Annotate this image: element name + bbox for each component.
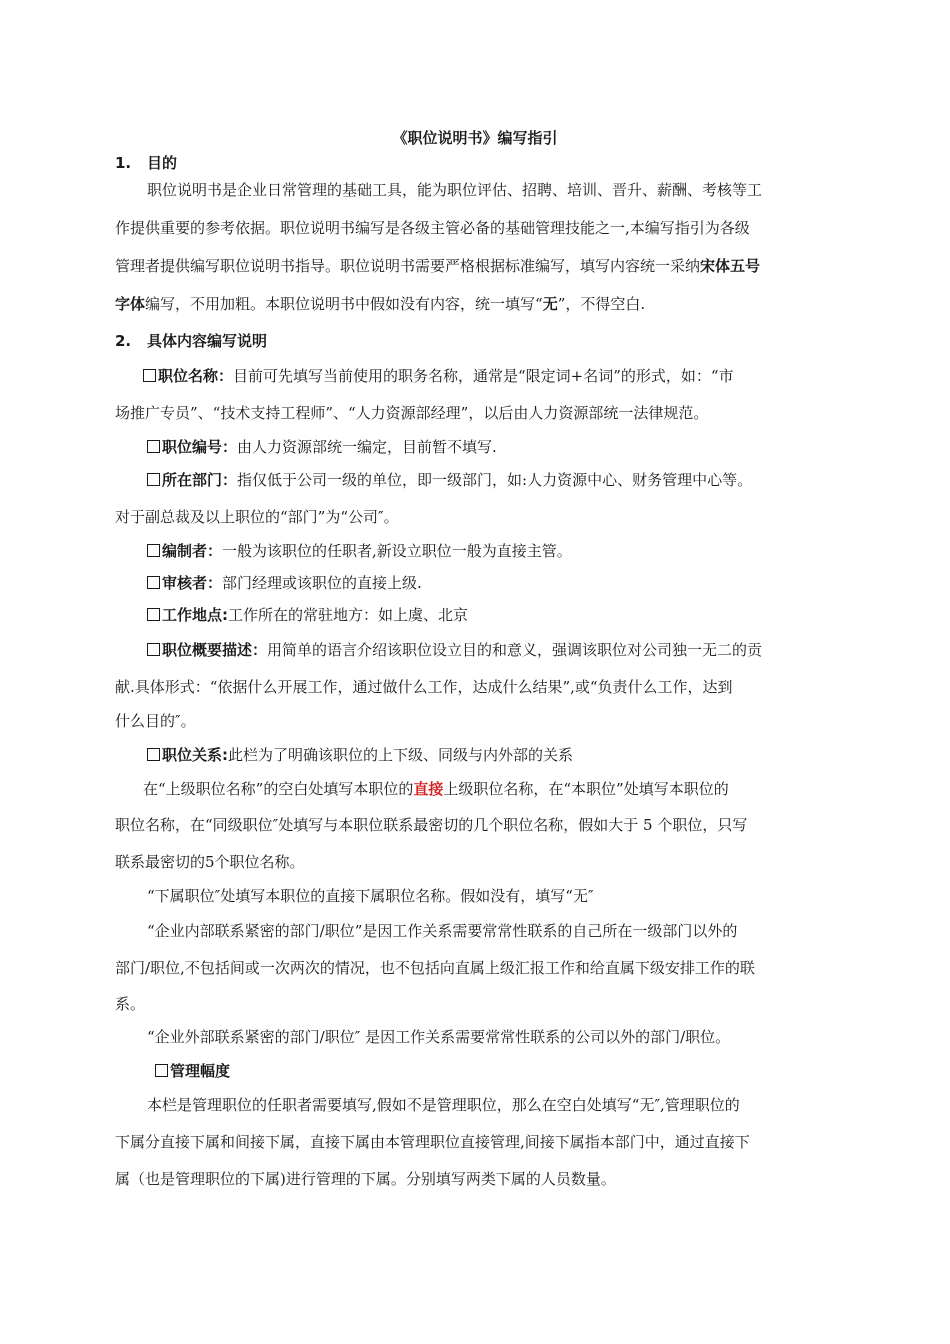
checkbox-icon	[147, 748, 160, 761]
field-item-relation	[147, 745, 573, 765]
section-number: 1.	[115, 154, 132, 172]
bold-text: 无	[542, 295, 558, 313]
checkbox-icon	[143, 369, 156, 382]
paragraph-line: 职位说明书是企业日常管理的基础工具，能为职位评估、招聘、培训、晋升、薪酬、考核等工	[147, 181, 763, 199]
field-item-author	[147, 541, 572, 561]
checkbox-icon	[147, 544, 160, 557]
field-label: 职位概要描述：	[162, 641, 268, 659]
checkbox-icon	[147, 643, 160, 656]
checkbox-icon	[147, 608, 160, 621]
text-run: 由人力资源部统一编定，目前暂不填写.	[237, 438, 497, 456]
paragraph-line: 职位名称，在“同级职位″处填写与本职位联系最密切的几个职位名称，假如大于 5 个职位，只写	[115, 816, 748, 834]
text-run: 管理者提供编写职位说明书指导。职位说明书需要严格根据标准编写，填写内容统一采纳	[115, 257, 701, 275]
text-run: 编写，不用加粗。本职位说明书中假如没有内容，统一填写“	[145, 295, 543, 313]
field-label: 职位关系:	[162, 746, 228, 764]
text-run: 指仅低于公司一级的单位，即一级部门，如:人力资源中心、财务管理中心等。	[237, 471, 753, 489]
text-run: 目前可先填写当前使用的职务名称，通常是“限定词+名词”的形式，如：“市	[233, 367, 734, 385]
paragraph-line: “企业内部联系紧密的部门/职位”是因工作关系需要常常性联系的自己所在一级部门以外的	[147, 922, 738, 940]
text-run: 一般为该职位的任职者,新设立职位一般为直接主管。	[222, 542, 572, 560]
paragraph-line	[143, 779, 729, 799]
paragraph-line: 部门/职位,不包括间或一次两次的情况，也不包括向直属上级汇报工作和给直属下级安排工作的联	[115, 959, 755, 977]
paragraph-line: 献.具体形式：“依据什么开展工作，通过做什么工作，达成什么结果”,或“负责什么工作，达到	[115, 678, 733, 696]
section-2-heading	[115, 330, 267, 351]
paragraph-line: 联系最密切的5个职位名称。	[115, 853, 305, 871]
paragraph-line: 下属分直接下属和间接下属，直接下属由本管理职位直接管理,间接下属指本部门中，通过直接下	[115, 1133, 750, 1151]
text-run: 此栏为了明确该职位的上下级、同级与内外部的关系	[228, 746, 574, 764]
text-run: 工作所在的常驻地方：如上虞、北京	[228, 606, 469, 624]
paragraph-line	[115, 256, 760, 276]
paragraph-line: 本栏是管理职位的任职者需要填写,假如不是管理职位，那么在空白处填写“无″,管理职位的	[147, 1096, 740, 1114]
field-item-location	[147, 605, 468, 625]
checkbox-icon	[147, 440, 160, 453]
field-item-name	[143, 366, 734, 386]
emphasis-text: 直接	[413, 780, 444, 798]
field-label: 管理幅度	[170, 1062, 231, 1080]
checkbox-icon	[155, 1064, 168, 1077]
field-item-code	[147, 437, 497, 457]
paragraph-line: 作提供重要的参考依据。职位说明书编写是各级主管必备的基础管理技能之一,本编写指引为各级	[115, 219, 750, 237]
document-title: 《职位说明书》编写指引	[392, 129, 558, 147]
field-label: 工作地点:	[162, 606, 228, 624]
paragraph-line: 属（也是管理职位的下属)进行管理的下属。分别填写两类下属的人员数量。	[115, 1170, 616, 1188]
bold-text: 字体	[115, 295, 146, 313]
section-title: 具体内容编写说明	[147, 332, 268, 350]
section-1-heading	[115, 152, 177, 173]
paragraph-line: 系。	[115, 995, 146, 1013]
text-run: 用简单的语言介绍该职位设立目的和意义，强调该职位对公司独一无二的贡	[267, 641, 763, 659]
paragraph-line: “企业外部联系紧密的部门/职位″ 是因工作关系需要常常性联系的公司以外的部门/职位。	[147, 1028, 731, 1046]
section-number: 2.	[115, 332, 132, 350]
paragraph-line: 场推广专员”、“技术支持工程师”、“人力资源部经理”，以后由人力资源部统一法律规范。	[115, 404, 709, 422]
field-item-scope	[155, 1061, 230, 1081]
checkbox-icon	[147, 576, 160, 589]
field-label: 编制者：	[162, 542, 223, 560]
field-item-reviewer	[147, 573, 422, 593]
checkbox-icon	[147, 473, 160, 486]
text-run: 部门经理或该职位的直接上级.	[222, 574, 422, 592]
text-run: 在“上级职位名称”的空白处填写本职位的	[143, 780, 414, 798]
section-title: 目的	[147, 154, 178, 172]
field-label: 所在部门：	[162, 471, 238, 489]
field-label: 职位名称：	[158, 367, 234, 385]
paragraph-line: 什么目的″。	[115, 712, 196, 730]
text-run: ”，不得空白.	[557, 295, 646, 313]
field-label: 审核者：	[162, 574, 223, 592]
text-run: 上级职位名称，在“本职位”处填写本职位的	[443, 780, 729, 798]
paragraph-line	[115, 294, 645, 314]
field-item-dept	[147, 470, 752, 490]
paragraph-line: “下属职位″处填写本职位的直接下属职位名称。假如没有，填写“无″	[147, 887, 594, 905]
paragraph-line: 对于副总裁及以上职位的“部门”为“公司″。	[115, 508, 399, 526]
field-label: 职位编号：	[162, 438, 238, 456]
bold-text: 宋体五号	[700, 257, 761, 275]
field-item-summary	[147, 640, 762, 660]
